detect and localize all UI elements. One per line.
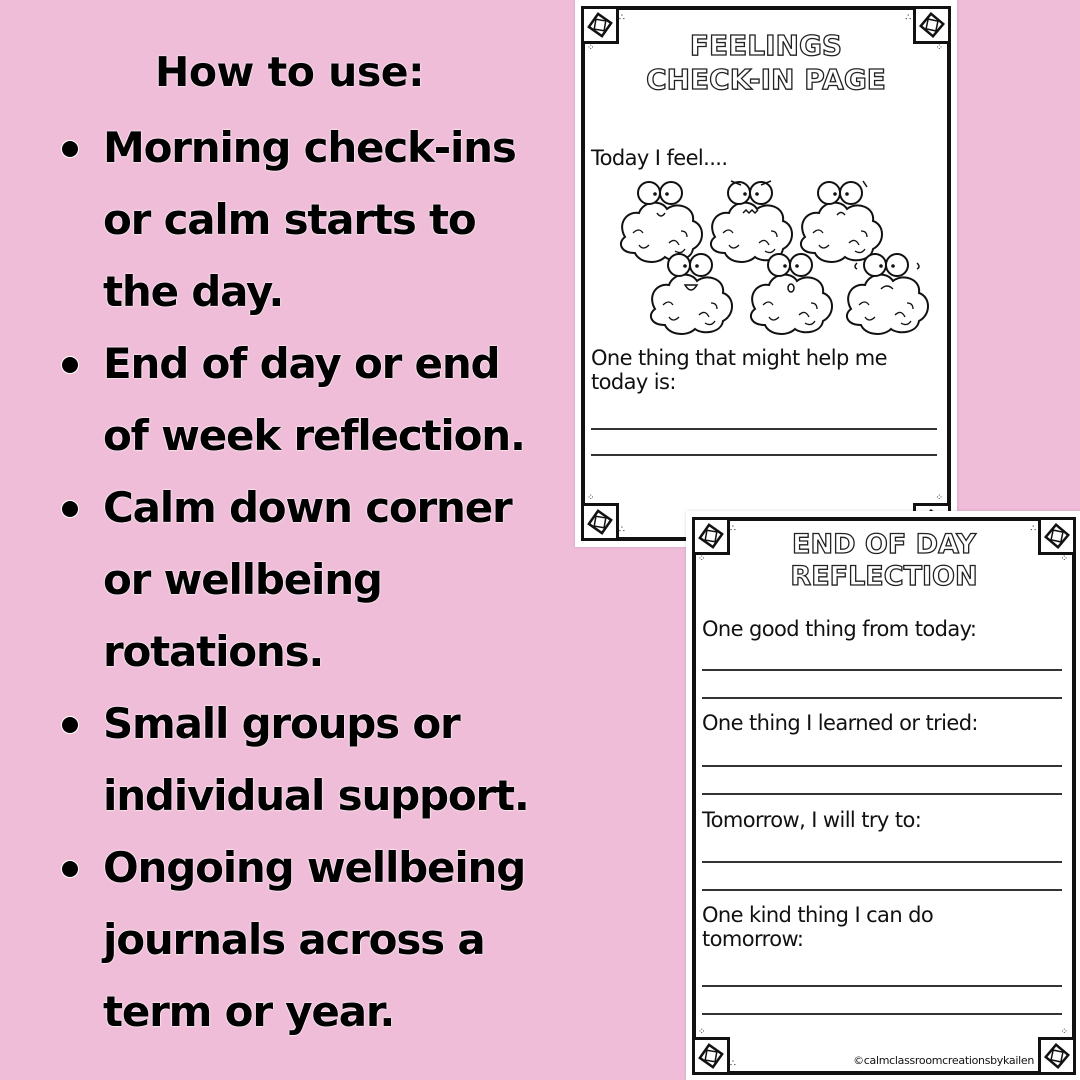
prompt-kind-thing-line2: tomorrow:: [702, 927, 804, 951]
sparkle-dots-icon: ∴: [905, 13, 913, 23]
writing-line: [702, 861, 1062, 863]
sheet-title-line2: REFLECTION: [790, 561, 978, 592]
usage-item-journals: [58, 832, 529, 1048]
sparkle-dots-icon: ∴: [1030, 524, 1038, 534]
sheet-border: [692, 517, 1076, 1075]
sparkle-dots-icon: ⁘: [935, 493, 945, 503]
sparkle-dots-icon: ⁘: [935, 43, 945, 53]
bullet-icon: [62, 141, 78, 157]
usage-text: of week reflection.: [103, 411, 525, 460]
sparkle-dots-icon: ⁘: [587, 493, 597, 503]
bullet-icon: [62, 501, 78, 517]
writing-line: [702, 765, 1062, 767]
writing-line: [591, 428, 937, 430]
sparkle-dots-icon: ∴: [619, 13, 627, 23]
writing-line: [702, 793, 1062, 795]
usage-text: Calm down corner: [103, 483, 512, 532]
bullet-icon: [62, 717, 78, 733]
angry-face-icon: [711, 181, 792, 262]
sheet-title-line2: CHECK-IN PAGE: [646, 63, 886, 96]
usage-text: or calm starts to: [103, 195, 476, 244]
bullet-icon: [62, 861, 78, 877]
usage-text: journals across a: [103, 915, 485, 964]
usage-item-calm-corner: [58, 472, 529, 688]
worried-face-icon: [801, 181, 882, 262]
sheet-border: [581, 6, 951, 541]
usage-text: the day.: [103, 267, 284, 316]
usage-text: End of day or end: [103, 339, 500, 388]
usage-text: term or year.: [103, 987, 395, 1036]
sparkle-dots-icon: ⁘: [1060, 1027, 1070, 1037]
usage-text: or wellbeing: [103, 555, 382, 604]
end-of-day-reflection-sheet: [686, 511, 1080, 1080]
bullet-icon: [62, 357, 78, 373]
sparkle-dots-icon: ⁘: [698, 1027, 708, 1037]
writing-line: [591, 454, 937, 456]
sparkle-dots-icon: ⁘: [698, 554, 708, 564]
corner-diamond-icon: [1038, 1037, 1076, 1075]
usage-item-morning: [58, 112, 529, 328]
sparkle-dots-icon: ⁘: [587, 43, 597, 53]
writing-line: [702, 697, 1062, 699]
writing-line: [702, 1013, 1062, 1015]
prompt-might-help-line2: today is:: [591, 370, 676, 394]
sheet-title-line1: FEELINGS: [689, 29, 843, 62]
usage-text: individual support.: [103, 771, 529, 820]
prompt-tomorrow-try: Tomorrow, I will try to:: [702, 808, 922, 832]
feelings-check-in-sheet: [575, 0, 957, 547]
writing-line: [702, 889, 1062, 891]
prompt-kind-thing-line1: One kind thing I can do: [702, 903, 934, 927]
sparkle-dots-icon: ∴: [730, 524, 738, 534]
how-to-use-title: How to use:: [155, 48, 424, 96]
copyright-notice: ©calmclassroomcreationsbykailen: [853, 1054, 1034, 1067]
surprised-face-icon: [751, 254, 832, 334]
sparkle-dots-icon: ∴: [619, 525, 627, 535]
happy-face-icon: [651, 254, 732, 334]
corner-diamond-icon: [581, 503, 619, 541]
content-face-icon: [621, 182, 702, 262]
corner-diamond-icon: [692, 1037, 730, 1075]
prompt-good-thing: One good thing from today:: [702, 617, 977, 641]
sparkle-dots-icon: ∴: [730, 1059, 738, 1069]
usage-item-small-groups: [58, 688, 529, 832]
usage-text: Small groups or: [103, 699, 460, 748]
usage-text: Ongoing wellbeing: [103, 843, 526, 892]
usage-text: Morning check-ins: [103, 123, 516, 172]
prompt-might-help-line1: One thing that might help me: [591, 346, 887, 370]
usage-list: [58, 112, 529, 1048]
prompt-today-i-feel: Today I feel....: [591, 146, 728, 170]
usage-item-end-of-day: [58, 328, 529, 472]
sad-face-icon: [847, 254, 928, 334]
writing-line: [702, 669, 1062, 671]
writing-line: [702, 985, 1062, 987]
sparkle-dots-icon: ⁘: [1060, 554, 1070, 564]
prompt-learned-or-tried: One thing I learned or tried:: [702, 711, 978, 735]
sheet-title-line1: END OF DAY: [792, 529, 976, 560]
usage-text: rotations.: [103, 627, 324, 676]
feelings-monsters-illustration: [605, 175, 945, 335]
